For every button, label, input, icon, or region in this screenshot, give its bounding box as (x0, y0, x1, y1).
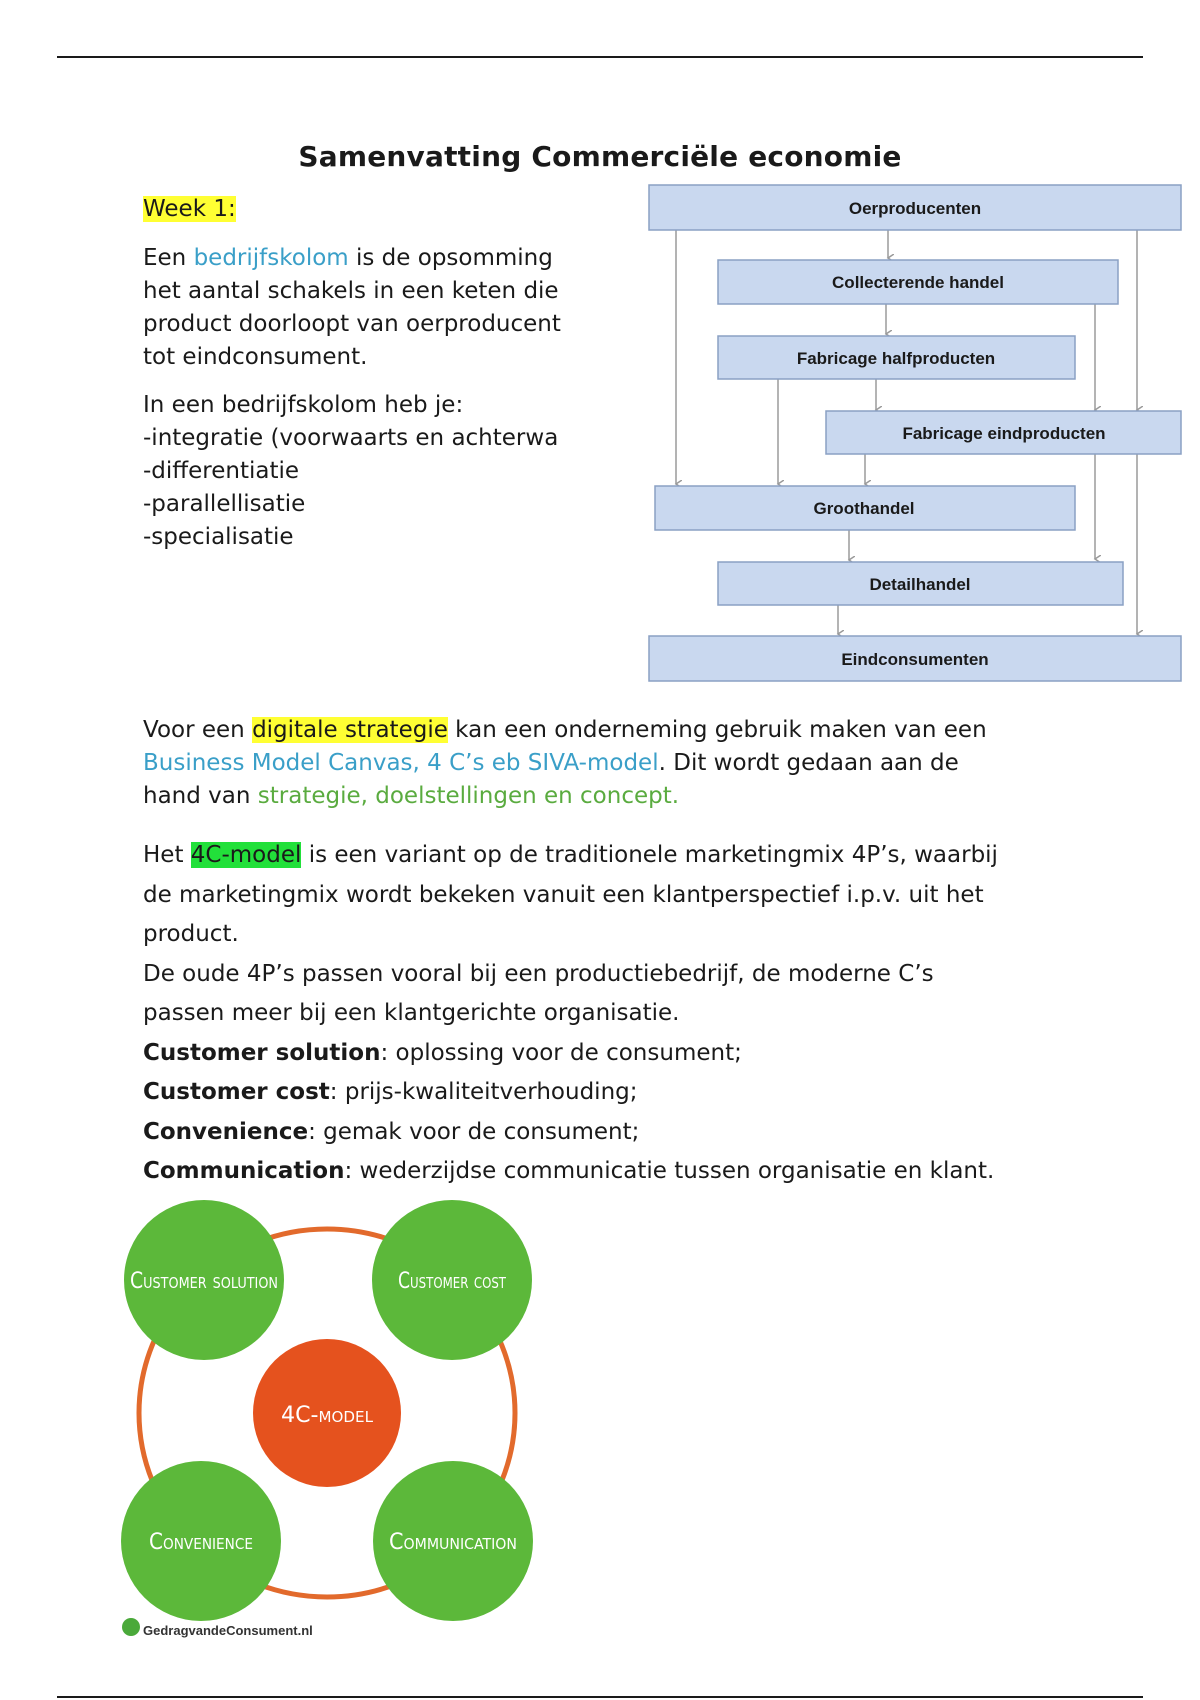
chain-label: Fabricage halfproducten (796, 349, 996, 368)
body-text: De oude 4P’s passen vooral bij een productiebedrijf, de moderne C’s (143, 960, 934, 987)
intro-list-heading: In een bedrijfskolom heb je: (143, 392, 464, 418)
model-item-term: Customer solution (143, 1039, 381, 1066)
highlight-4c-model: 4C-model (190, 842, 302, 868)
page-title: Samenvatting Commerciële economie (298, 140, 902, 173)
body-text: de marketingmix wordt bekeken vanuit een klantperspectief i.p.v. uit het (143, 881, 984, 908)
intro-text: is de opsomming (348, 245, 553, 271)
body-text: passen meer bij een klantgerichte organisatie. (143, 1000, 680, 1026)
center-label: 4C-model (281, 1403, 374, 1428)
list-item: -specialisatie (143, 524, 294, 550)
circle-label: Customer cost (398, 1269, 507, 1294)
body-text: product. (143, 921, 239, 947)
model-item-term: Convenience (143, 1118, 309, 1145)
models-link-text: Business Model Canvas, 4 C’s eb SIVA-model (143, 750, 659, 776)
list-item: -differentiatie (143, 458, 300, 484)
model-item-desc: : gemak voor de consument; (308, 1118, 640, 1145)
body-text: Voor een (143, 717, 253, 743)
body-text: Het (143, 842, 191, 868)
intro-line-4: tot eindconsument. (143, 344, 368, 370)
model-item-term: Customer cost (143, 1079, 330, 1105)
circle-label: Communication (389, 1530, 517, 1555)
model-item-desc: : oplossing voor de consument; (380, 1039, 742, 1066)
list-item: -integratie (voorwaarts en achterwa (143, 425, 559, 451)
term-bedrijfskolom: bedrijfskolom (193, 245, 349, 271)
strategy-terms: strategie, doelstellingen en concept. (257, 783, 680, 809)
body-text: is een variant op de traditionele marketingmix 4P’s, waarbij (301, 842, 998, 868)
chain-label: Collecterende handel (832, 273, 1004, 292)
chain-label: Eindconsumenten (841, 650, 989, 669)
brand-logo-icon (122, 1618, 140, 1636)
intro-text: Een (143, 245, 194, 271)
intro-line-3: product doorloopt van oerproducent (143, 311, 561, 337)
chain-label: Detailhandel (869, 575, 971, 594)
model-item-desc: : wederzijdse communicatie tussen organisatie en klant. (344, 1158, 995, 1184)
chain-label: Oerproducenten (848, 199, 982, 218)
model-item-desc: : prijs-kwaliteitverhouding; (329, 1079, 638, 1105)
brand-text: GedragvandeConsument.nl (143, 1623, 313, 1638)
body-text: kan een onderneming gebruik maken van een (447, 717, 987, 743)
circle-label: Convenience (149, 1530, 253, 1555)
bottom-rule (57, 1696, 1143, 1698)
body-text: . Dit wordt gedaan aan de (658, 750, 959, 776)
highlight-digitale-strategie: digitale strategie (252, 717, 448, 743)
list-item: -parallellisatie (143, 491, 306, 517)
intro-line-2: het aantal schakels in een keten die (143, 278, 559, 304)
chain-label: Fabricage eindproducten (902, 424, 1106, 443)
week-highlight: Week 1: (143, 196, 236, 222)
body-text: hand van (143, 783, 258, 809)
chain-label: Groothandel (813, 499, 915, 518)
model-item-term: Communication (143, 1158, 345, 1184)
circle-label: Customer solution (130, 1269, 278, 1294)
